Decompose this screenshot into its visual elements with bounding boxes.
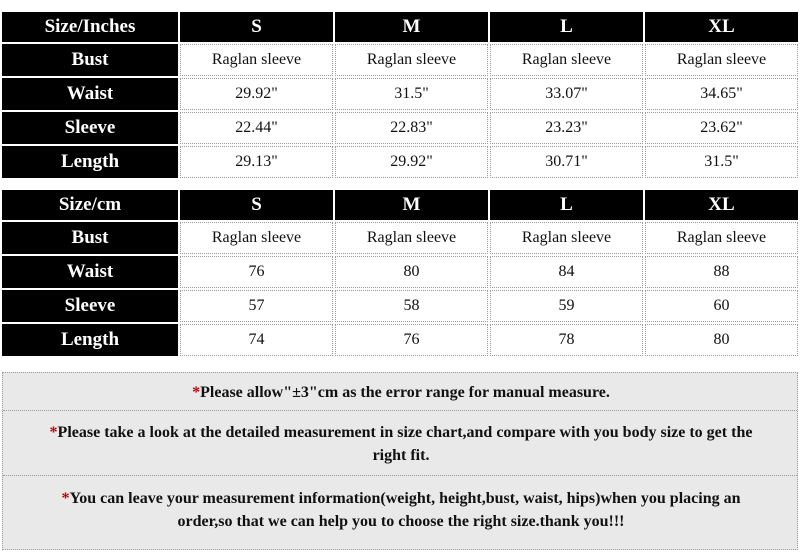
size-table-cm [0,188,800,358]
table-cell: 30.71" [490,146,643,178]
header-cell-size: Size/Inches [2,12,178,42]
note-line: Please take a look at the detailed measurement in size chart,and compare with you body size to get the [57,424,753,441]
note-line: right fit. [372,447,430,464]
note-divider [3,475,797,476]
table-cell: 76 [180,256,333,288]
table-cell: 59 [490,290,643,322]
row-label-length: Length [2,146,178,178]
table-cell: 84 [490,256,643,288]
header-cell-s: S [180,12,333,42]
table-cell: Raglan sleeve [645,222,798,254]
table-cell: 33.07" [490,78,643,110]
table-cell: 31.5" [335,78,488,110]
header-cell-l: L [490,190,643,220]
header-cell-l: L [490,12,643,42]
header-cell-m: M [335,190,488,220]
row-label-waist: Waist [2,78,178,110]
note-line: order,so that we can help you to choose the right size.thank you!!! [177,513,625,530]
table-cell: 57 [180,290,333,322]
table-cell: Raglan sleeve [180,44,333,76]
table-cell: 78 [490,324,643,356]
header-cell-xl: XL [645,12,798,42]
table-cell: 22.83" [335,112,488,144]
header-cell-s: S [180,190,333,220]
note-star: * [192,384,201,401]
table-cell: 34.65" [645,78,798,110]
note-compare-size [3,421,799,467]
header-cell-size: Size/cm [2,190,178,220]
table-row [2,256,798,288]
table-cell: Raglan sleeve [180,222,333,254]
table-row [2,290,798,322]
note-star: * [61,490,70,507]
table-cell: Raglan sleeve [490,222,643,254]
table-header-row [2,190,798,220]
table-cell: 88 [645,256,798,288]
row-label-waist: Waist [2,256,178,288]
table-cell: 60 [645,290,798,322]
table-row [2,78,798,110]
header-cell-xl: XL [645,190,798,220]
table-row [2,112,798,144]
row-label-bust: Bust [2,222,178,254]
size-notes-panel [2,372,798,550]
table-cell: 23.23" [490,112,643,144]
note-error-range [3,381,799,404]
size-table-inches [0,10,800,180]
row-label-bust: Bust [2,44,178,76]
table-row [2,44,798,76]
table-header-row [2,12,798,42]
table-cell: 80 [335,256,488,288]
table-cell: 29.92" [180,78,333,110]
table-cell: 80 [645,324,798,356]
table-cell: Raglan sleeve [335,222,488,254]
table-row [2,222,798,254]
table-cell: 58 [335,290,488,322]
header-cell-m: M [335,12,488,42]
note-star: * [49,424,58,441]
note-leave-measurements [3,487,799,533]
table-cell: 76 [335,324,488,356]
table-cell: Raglan sleeve [645,44,798,76]
note-line: You can leave your measurement information(weight, height,bust, waist, hips)when you placing an [69,490,741,507]
table-cell: 74 [180,324,333,356]
row-label-sleeve: Sleeve [2,290,178,322]
table-cell: 29.13" [180,146,333,178]
table-row [2,324,798,356]
table-cell: 29.92" [335,146,488,178]
table-row [2,146,798,178]
row-label-sleeve: Sleeve [2,112,178,144]
table-cell: 31.5" [645,146,798,178]
note-line: Please allow"±3"cm as the error range for manual measure. [200,384,610,401]
table-cell: 23.62" [645,112,798,144]
note-divider [3,410,797,411]
table-cell: Raglan sleeve [335,44,488,76]
table-cell: 22.44" [180,112,333,144]
table-cell: Raglan sleeve [490,44,643,76]
row-label-length: Length [2,324,178,356]
